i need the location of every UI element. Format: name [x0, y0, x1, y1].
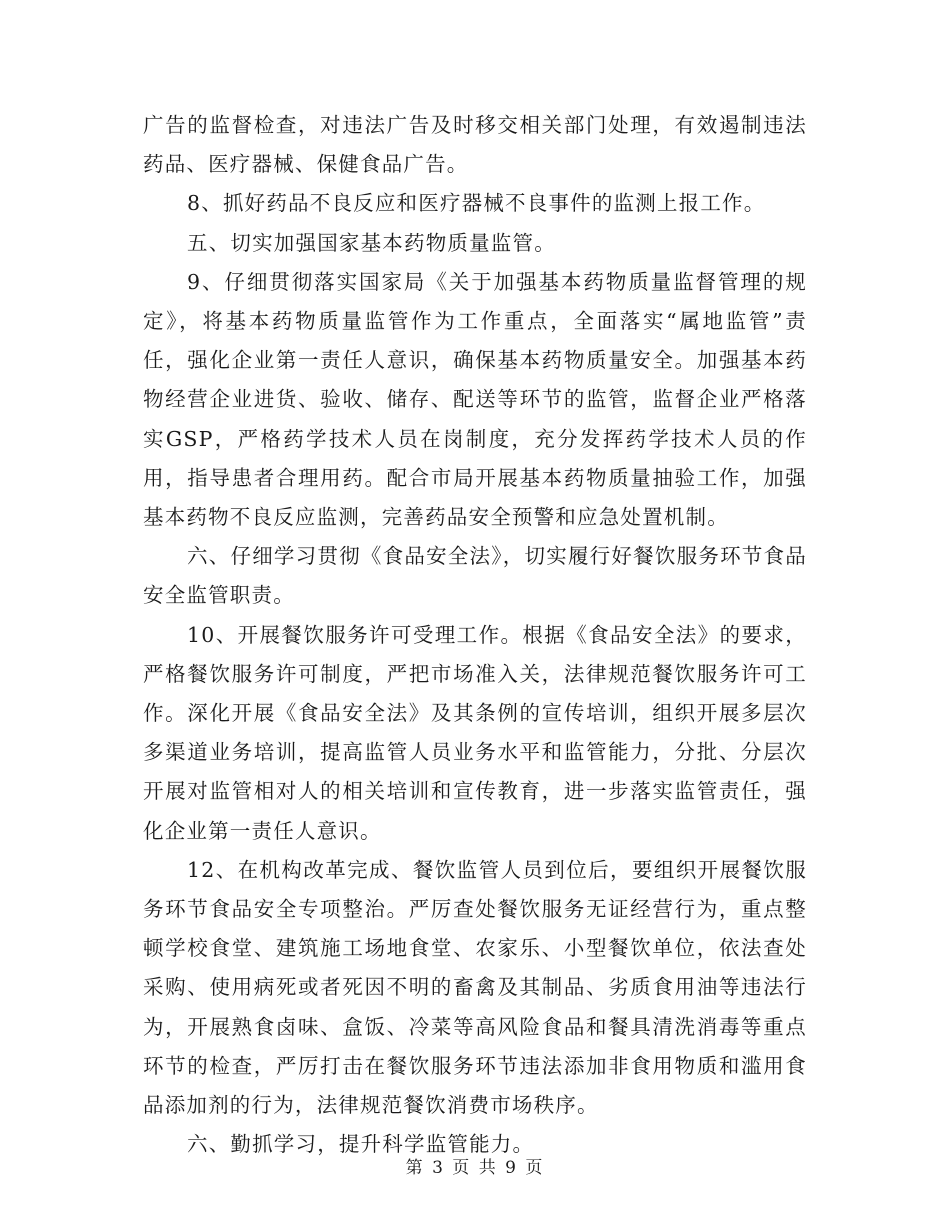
paragraph-item-10: 10、开展餐饮服务许可受理工作。根据《食品安全法》的要求，严格餐饮服务许可制度，严把市场准入关，法律规范餐饮服务许可工作。深化开展《食品安全法》及其条例的宣传培训，组织开展多层次多渠道业务培训，提高监管人员业务水平和监管能力，分批、分层次开展对监管相对人的相关培训和宣传教育，进一步落实监管责任，强化企业第一责任人意识。 — [143, 622, 807, 843]
paragraph-item-12: 12、在机构改革完成、餐饮监管人员到位后，要组织开展餐饮服务环节食品安全专项整治。严厉查处餐饮服务无证经营行为，重点整顿学校食堂、建筑施工场地食堂、农家乐、小型餐饮单位，依法查处采购、使用病死或者死因不明的畜禽及其制品、劣质食用油等违法行为，开展熟食卤味、盒饭、冷菜等高风险食品和餐具清洗消毒等重点环节的检查，严厉打击在餐饮服务环节违法添加非食用物质和滥用食品添加剂的行为，法律规范餐饮消费市场秩序。 — [143, 857, 807, 1118]
paragraph-item-8: 8、抓好药品不良反应和医疗器械不良事件的监测上报工作。 — [187, 191, 766, 216]
paragraph-advertising-continuation: 广告的监督检查，对违法广告及时移交相关部门处理，有效遏制违法药品、医疗器械、保健食品广告。 — [143, 113, 807, 177]
section-heading-6: 六、仔细学习贯彻《食品安全法》，切实履行好餐饮服务环节食品安全监管职责。 — [143, 544, 807, 608]
page-number: 第 3 页 共 9 页 — [405, 1158, 545, 1178]
section-heading-5: 五、切实加强国家基本药物质量监管。 — [187, 230, 556, 255]
section-heading-6-study: 六、勤抓学习，提升科学监管能力。 — [187, 1132, 535, 1157]
document-body — [143, 106, 807, 1164]
paragraph-item-9: 9、仔细贯彻落实国家局《关于加强基本药物质量监督管理的规定》，将基本药物质量监管作为工作重点，全面落实“属地监管”责任，强化企业第一责任人意识，确保基本药物质量安全。加强基本药物经营企业进货、验收、储存、配送等环节的监管，监督企业严格落实GSP，严格药学技术人员在岗制度，充分发挥药学技术人员的作用，指导患者合理用药。配合市局开展基本药物质量抽验工作，加强基本药物不良反应监测，完善药品安全预警和应急处置机制。 — [143, 269, 807, 530]
